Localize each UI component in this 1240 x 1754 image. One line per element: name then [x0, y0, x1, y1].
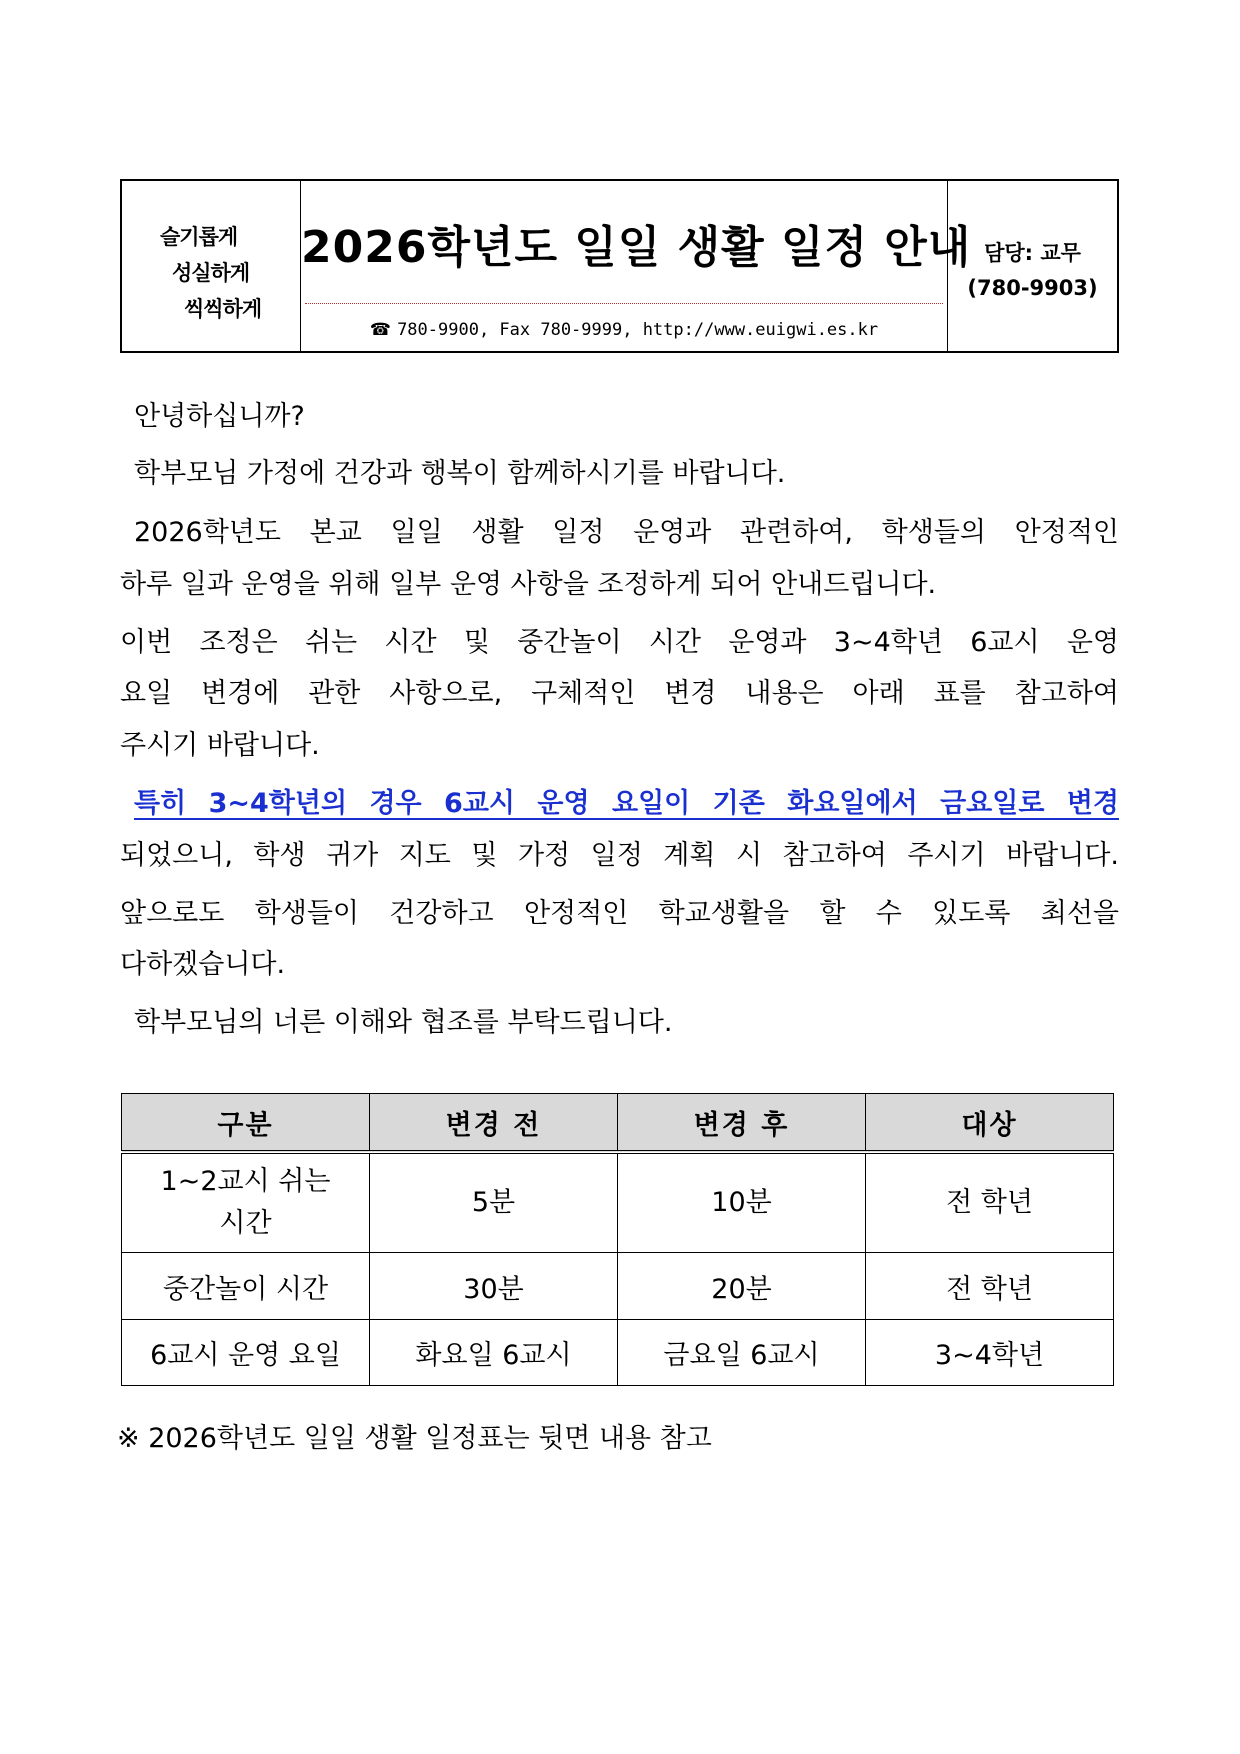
- paragraph-line: 이번 조정은 쉬는 시간 및 중간놀이 시간 운영과 3~4학년 6교시 운영: [120, 627, 1119, 658]
- table-cell: 전 학년: [866, 1152, 1114, 1253]
- paragraph-line: 앞으로도 학생들이 건강하고 안정적인 학교생활을 할 수 있도록 최선을: [120, 898, 1119, 929]
- motto-line: 씩씩하게: [184, 297, 262, 321]
- divider: [305, 303, 943, 304]
- schedule-change-table: [121, 1093, 1114, 1386]
- table-cell: 5분: [370, 1152, 618, 1253]
- table-cell: 20분: [618, 1253, 866, 1320]
- table-cell: 금요일 6교시: [618, 1320, 866, 1386]
- closing-line: 학부모님의 너른 이해와 협조를 부탁드립니다.: [134, 1007, 673, 1038]
- table-row: [122, 1320, 1114, 1386]
- column-header: 변경 후: [618, 1094, 866, 1153]
- table-header-row: [122, 1094, 1114, 1153]
- table-row: [122, 1253, 1114, 1320]
- phone-icon: ☎: [369, 320, 392, 340]
- motto-line: 성실하게: [172, 261, 250, 285]
- motto-line: 슬기롭게: [160, 225, 238, 249]
- highlight-line: 특히 3~4학년의 경우 6교시 운영 요일이 기존 화요일에서 금요일로 변경: [134, 788, 1119, 819]
- table-cell: 화요일 6교시: [370, 1320, 618, 1386]
- contact-text: 780-9900, Fax 780-9999, http://www.euigwi.es.kr: [397, 320, 879, 340]
- footnote: ※ 2026학년도 일일 생활 일정표는 뒷면 내용 참고: [117, 1423, 712, 1454]
- manager-phone: (780-9903): [967, 276, 1098, 300]
- page-title: 2026학년도 일일 생활 일정 안내: [301, 222, 972, 273]
- paragraph-line: 주시기 바랍니다.: [120, 730, 320, 761]
- table-cell: 6교시 운영 요일: [122, 1320, 370, 1386]
- paragraph-line: 다하겠습니다.: [120, 949, 286, 980]
- column-header: 구분: [122, 1094, 370, 1153]
- manager-label: 담당: 교무: [984, 241, 1081, 265]
- table-cell: 3~4학년: [866, 1320, 1114, 1386]
- paragraph-line: 요일 변경에 관한 사항으로, 구체적인 변경 내용은 아래 표를 참고하여: [120, 678, 1119, 709]
- paragraph-line: 되었으니, 학생 귀가 지도 및 가정 일정 계획 시 참고하여 주시기 바랍니다.: [120, 840, 1119, 871]
- manager-cell: [948, 181, 1117, 351]
- paragraph-line: 2026학년도 본교 일일 생활 일정 운영과 관련하여, 학생들의 안정적인: [134, 517, 1119, 548]
- table-cell: 중간놀이 시간: [122, 1253, 370, 1320]
- table-cell: 10분: [618, 1152, 866, 1253]
- table-row: [122, 1152, 1114, 1253]
- column-header: 변경 전: [370, 1094, 618, 1153]
- contact-line: [301, 320, 947, 340]
- table-cell: 30분: [370, 1253, 618, 1320]
- wish-line: 학부모님 가정에 건강과 행복이 함께하시기를 바랍니다.: [134, 458, 786, 489]
- school-motto: [122, 181, 301, 351]
- column-header: 대상: [866, 1094, 1114, 1153]
- table-cell: 1~2교시 쉬는 시간: [122, 1152, 370, 1253]
- paragraph-line: 하루 일과 운영을 위해 일부 운영 사항을 조정하게 되어 안내드립니다.: [120, 569, 937, 600]
- greeting: 안녕하십니까?: [134, 401, 305, 432]
- header-box: [120, 179, 1119, 353]
- title-cell: [301, 181, 972, 351]
- table-cell: 전 학년: [866, 1253, 1114, 1320]
